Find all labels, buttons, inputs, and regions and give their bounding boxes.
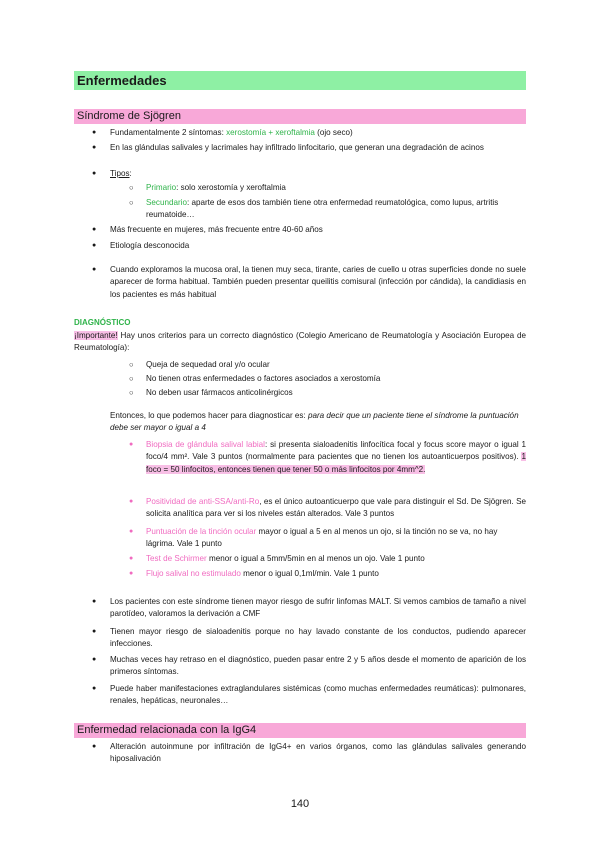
highlight-text: Biopsia de glándula salival labial [146,440,265,449]
list-text: menor o igual 0,1ml/min. Vale 1 punto [240,569,379,578]
circle-bullet-icon: ○ [129,388,134,397]
bullet-icon: ● [92,129,97,136]
bullet-icon: ● [92,598,97,605]
sub-list-item: No deben usar fármacos anticolinérgicos [146,388,293,397]
sub-list-item [146,197,526,222]
bullet-icon: ● [129,498,134,505]
criteria-item [146,526,526,551]
list-item: Muchas veces hay retraso en el diagnóstico, pueden pasar entre 2 y 5 años desde el momento de aparición de los primeros síntomas. [110,655,526,677]
bullet-icon: ● [92,685,97,692]
list-item: Tienen mayor riesgo de sialoadenitis porque no hay lavado constante de los conductos, pudiendo aparecer infecciones. [110,627,526,649]
bullet-icon: ● [92,226,97,233]
list-text: : aparte de esos dos también tiene otra enfermedad reumatológica, como lupus, artritis reumatoide… [146,198,499,220]
list-item: Alteración autoinmune por infiltración de IgG4+ en varios órganos, como las glándulas salivales generando hiposalivación [110,742,526,764]
criteria-item [146,553,526,565]
highlight-text: 1 foco = 50 linfocitos, entonces tienen que tener 50 o más linfocitos por 4mm^2. [146,452,526,474]
highlight-text: Primario [146,183,177,192]
criteria-item [146,439,526,476]
bullet-icon: ● [92,656,97,663]
highlight-text: Positividad de anti-SSA/anti-Ro [146,497,260,506]
list-item: Puede haber manifestaciones extraglandulares sistémicas (como muchas enfermedades reumáticas): pulmonares, renales, hepáticas, neuronales… [110,684,526,706]
subsection-title: DIAGNÓSTICO [74,318,131,327]
criteria-item [146,568,526,580]
list-item: Más frecuente en mujeres, más frecuente entre 40-60 años [110,225,323,234]
circle-bullet-icon: ○ [129,374,134,383]
bullet-icon: ● [92,170,97,177]
circle-bullet-icon: ○ [129,198,134,207]
sub-list-item [146,182,526,194]
paragraph-text: Entonces, lo que podemos hacer para diagnosticar es: [110,411,308,420]
list-text: Fundamentalmente 2 síntomas: [110,128,224,137]
section-heading-sjogren: Síndrome de Sjögren [74,109,526,124]
list-text: mayor o igual a 5 en al menos un ojo, si la tinción no se va, no hay lágrima. Vale 1 punto [146,527,498,549]
sub-list-item: Queja de sequedad oral y/o ocular [146,360,270,369]
list-item: Los pacientes con este síndrome tienen mayor riesgo de sufrir linfomas MALT. Si vemos cambios de tamaño a nivel parotídeo, valoramos la derivación a CMF [110,597,526,619]
list-text: (ojo seco) [317,128,353,137]
highlight-text: Test de Schirmer [146,554,207,563]
italic-text: para decir que un paciente tiene el síndrome la puntuación debe ser mayor o igual a 4 [110,411,519,433]
page-number: 140 [290,798,310,810]
list-item: Etiología desconocida [110,241,190,250]
highlight-text: Flujo salival no estimulado [146,569,241,578]
page-title: Enfermedades [74,71,526,90]
sub-list-item: No tienen otras enfermedades o factores asociados a xerostomía [146,374,381,383]
list-item [110,168,526,180]
list-label: Tipos [110,169,130,178]
bullet-icon: ● [92,242,97,249]
list-text: : [129,169,132,178]
section-heading-igg4: Enfermedad relacionada con la IgG4 [74,723,526,738]
list-item: Cuando exploramos la mucosa oral, la tienen muy seca, tirante, caries de cuello u otras superficies donde no suele aparecer de forma habitual. También pueden presentar queilitis comisural (infección por cándida), la candidiasis en los pacientes es más habitual [110,265,526,299]
bullet-icon: ● [129,555,134,562]
highlight-text: Puntuación de la tinción ocular [146,527,257,536]
bullet-icon: ● [92,144,97,151]
criteria-item [146,496,526,521]
paragraph [74,330,526,355]
circle-bullet-icon: ○ [129,360,134,369]
bullet-icon: ● [129,441,134,448]
highlight-text: xerostomía + xeroftalmia [226,128,315,137]
circle-bullet-icon: ○ [129,183,134,192]
list-text: : solo xerostomía y xeroftalmia [176,183,286,192]
highlight-text: ¡Importante! [74,331,118,340]
bullet-icon: ● [92,266,97,273]
paragraph [110,410,526,435]
list-text: menor o igual a 5mm/5min en al menos un ojo. Vale 1 punto [206,554,425,563]
bullet-icon: ● [92,628,97,635]
bullet-icon: ● [92,743,97,750]
bullet-icon: ● [129,570,134,577]
list-text: : si presenta sialoadenitis linfocítica focal y focus score mayor o igual 1 foco/4 mm². Vale 3 puntos (normalmente para pacientes que no tienen los autoanticuerpos positivos). [146,440,526,462]
list-item [110,127,526,139]
highlight-text: Secundario [146,198,187,207]
bullet-icon: ● [129,528,134,535]
list-item: En las glándulas salivales y lacrimales hay infiltrado linfocitario, que generan una degradación de acinos [110,143,484,152]
paragraph-text: Hay unos criterios para un correcto diagnóstico (Colegio Americano de Reumatología y Asociación Europea de Reumatología): [74,331,526,353]
list-text: , es el único autoanticuerpo que vale para distinguir el Sd. De Sjögren. Se solicita analítica para ver si los niveles están alterados. Vale 3 puntos [146,497,527,519]
